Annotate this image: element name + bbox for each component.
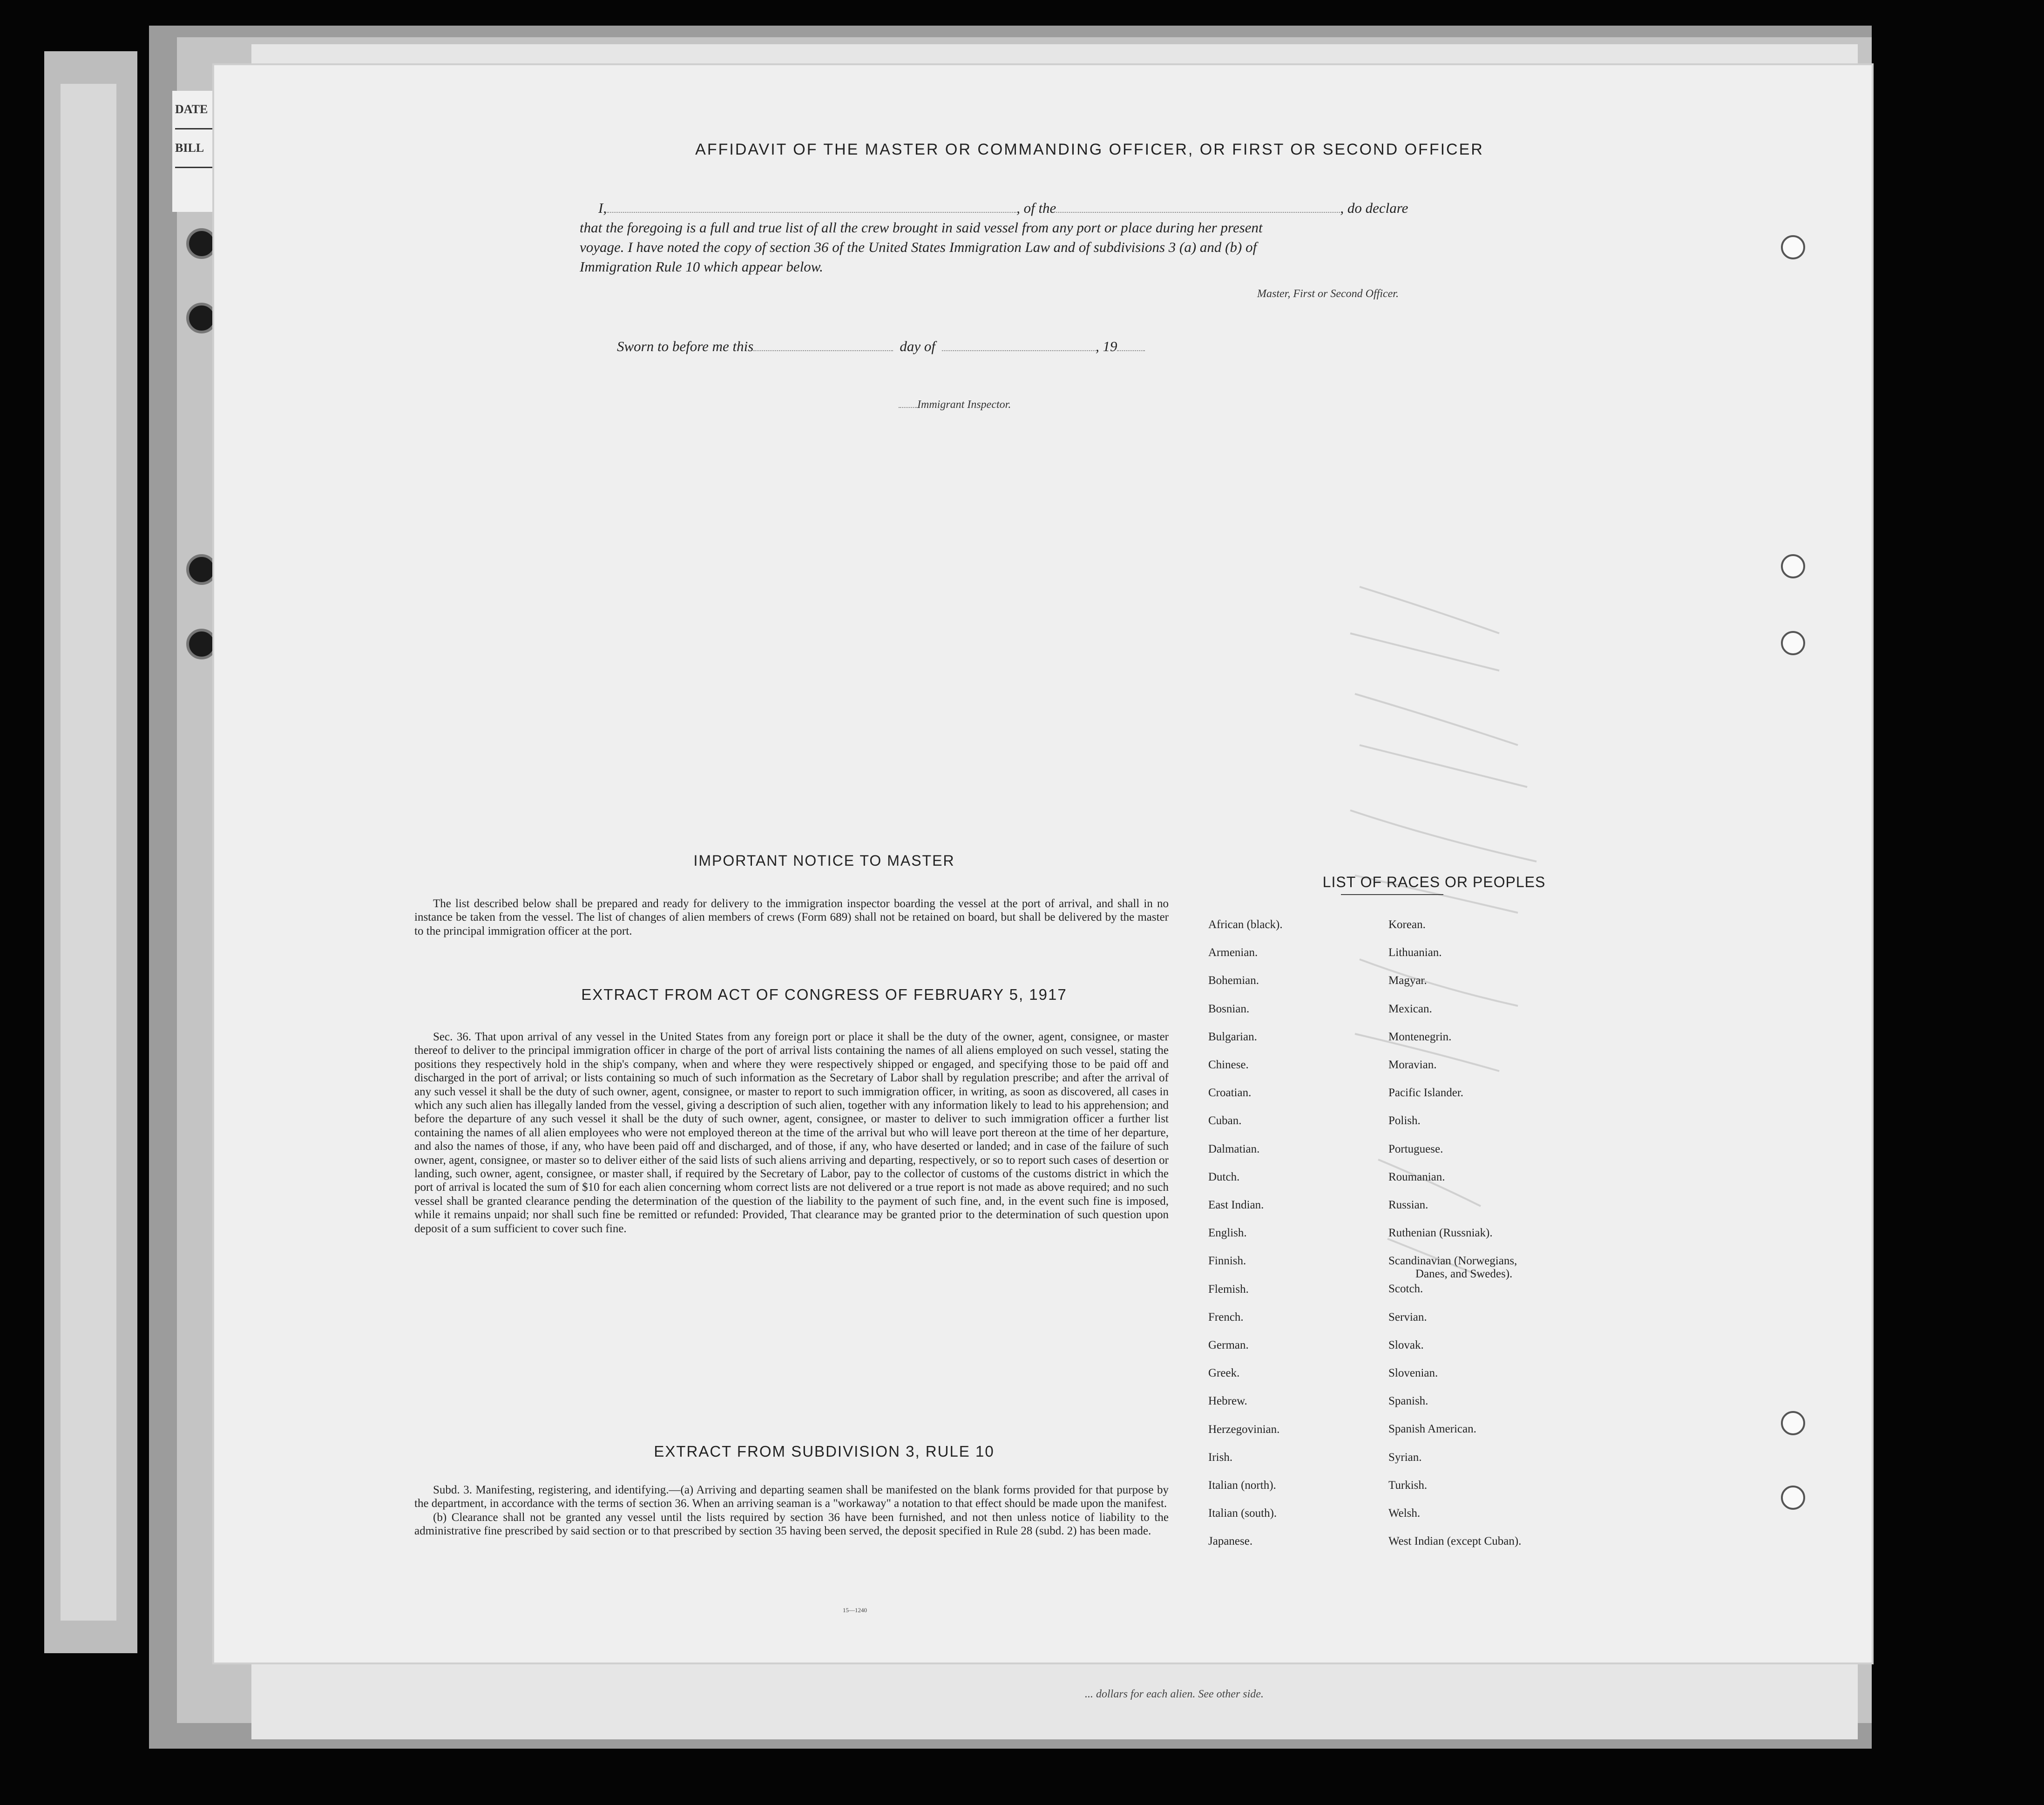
race-item: Dutch.: [1208, 1170, 1240, 1183]
declaration-block: [580, 198, 1590, 277]
race-item: Spanish American.: [1388, 1423, 1476, 1436]
race-item: Scotch.: [1388, 1282, 1423, 1296]
binder-hole: [186, 303, 217, 333]
ledger-label-bill: BILL: [175, 129, 226, 168]
binder-hole: [186, 629, 217, 659]
race-item: Roumanian.: [1388, 1170, 1445, 1183]
race-item: Italian (north).: [1208, 1479, 1276, 1492]
race-item: Scandinavian (Norwegians,: [1388, 1255, 1517, 1268]
race-item: Flemish.: [1208, 1282, 1249, 1296]
race-item: Croatian.: [1208, 1086, 1252, 1099]
race-item: French.: [1208, 1310, 1244, 1323]
i-label: I,: [598, 200, 607, 216]
race-item: Chinese.: [1208, 1059, 1249, 1071]
race-item: Syrian.: [1388, 1451, 1422, 1464]
race-item: Ruthenian (Russniak).: [1388, 1227, 1493, 1240]
race-item: Portuguese.: [1388, 1142, 1443, 1155]
race-item: Spanish.: [1388, 1395, 1428, 1408]
punch-hole: [1781, 1411, 1805, 1435]
sworn-year-blank[interactable]: [1117, 339, 1145, 351]
year-label: , 19: [1095, 338, 1117, 354]
declaration-line-4: Immigration Rule 10 which appear below.: [580, 258, 823, 275]
punch-hole: [1781, 631, 1805, 655]
race-item: Greek.: [1208, 1367, 1240, 1380]
race-item: Finnish.: [1208, 1255, 1246, 1268]
form-number: 15—1240: [843, 1607, 867, 1614]
binder-hole: [186, 554, 217, 585]
inspector-line: [899, 396, 1011, 411]
punch-hole: [1781, 1486, 1805, 1510]
race-item: Armenian.: [1208, 946, 1258, 959]
rule-paragraph-a: Subd. 3. Manifesting, registering, and identifying.—(a) Arriving and departing seamen shall be manifested on the blank forms provided for that purpose by the department, in accordance with the terms of section 36. When an arriving seaman is a "workaway" a notation to that effect should be made upon the manifest.: [414, 1484, 1169, 1510]
race-item: Mexican.: [1388, 1002, 1432, 1015]
race-item: Japanese.: [1208, 1535, 1253, 1548]
act-paragraph: Sec. 36. That upon arrival of any vessel in the United States from any foreign port or place it shall be the duty of the owner, agent, consignee, or master thereof to deliver to the principal immigration officer in charge of the port of arrival lists containing the names of all aliens employed on such vessel, stating the positions they respectively hold in the ship's company, when and where they were respectively shipped or engaged, and specifying those to be paid off and discharged in the port of arrival; or lists containing so much of such information as the Secretary of Labor shall by regulation prescribe; and after the arrival of any such vessel it shall be the duty of such owner, agent, consignee, or master to report to such immigration officer, in writing, as soon as discovered, all cases in which any such alien has illegally landed from the vessel, giving a description of such alien, together with any information likely to lead to his apprehension; and before the departure of any such vessel it shall be the duty of such owner, agent, consignee, or master to deliver to such immigration officer a further list containing the names of all alien employees who were not employed thereon at the time of the arrival but who will leave port thereon at the time of her departure, and also the names of those, if any, who have been paid off and discharged, and of those, if any, who have deserted or landed; and in case of the failure of such owner, agent, consignee, or master so to deliver either of the said lists of such aliens arriving and departing, respectively, or so to report such cases of desertion or landing, such owner, agent, consignee, or master shall, if required by the Secretary of Labor, pay to the collector of customs of the customs district in which the port of arrival is located the sum of $10 for each alien concerning whom correct lists are not delivered or a true report is not made as above required; and no such vessel shall be granted clearance pending the determination of the question of the liability to the payment of such fine, and, in the event such fine is imposed, while it remains unpaid; nor shall such fine be remitted or refunded: Provided, That clearance may be granted prior to the determination of such question upon deposit of a sum sufficient to cover such fine.: [414, 1031, 1169, 1235]
rule-paragraph-b: (b) Clearance shall not be granted any vessel until the lists required by section 36 have been furnished, and not then unless notice of liability to the administrative fine prescribed by said section or to that prescribed by section 35 having been served, the deposit specified in Rule 28 (subd. 2) has been made.: [414, 1511, 1169, 1538]
vessel-blank[interactable]: [1056, 201, 1340, 213]
declaration-line-1: [580, 198, 1590, 218]
race-item: Montenegrin.: [1388, 1030, 1452, 1043]
punch-hole: [1781, 554, 1805, 578]
race-item: Irish.: [1208, 1451, 1233, 1464]
affidavit-title: AFFIDAVIT OF THE MASTER OR COMMANDING OFFICER, OR FIRST OR SECOND OFFICER: [695, 141, 1484, 158]
race-item: Cuban.: [1208, 1114, 1242, 1127]
race-item: Moravian.: [1388, 1059, 1437, 1071]
do-declare-label: , do declare: [1340, 200, 1408, 216]
of-the-label: , of the: [1016, 200, 1056, 216]
race-item: Lithuanian.: [1388, 946, 1442, 959]
race-item: Italian (south).: [1208, 1507, 1277, 1520]
race-item: Korean.: [1388, 918, 1426, 931]
inspector-blank[interactable]: [899, 396, 917, 408]
punch-hole: [1781, 235, 1805, 259]
sworn-day-blank[interactable]: [753, 339, 893, 351]
race-item: German.: [1208, 1339, 1249, 1351]
races-heading-rule: [1341, 894, 1443, 895]
act-heading: EXTRACT FROM ACT OF CONGRESS OF FEBRUARY 5, 1917: [581, 986, 1067, 1003]
notice-text: [414, 897, 1169, 938]
day-of-label: day of: [900, 338, 935, 354]
notice-heading: IMPORTANT NOTICE TO MASTER: [693, 852, 955, 869]
race-item: Russian.: [1388, 1199, 1428, 1211]
race-item: Dalmatian.: [1208, 1142, 1260, 1155]
race-item: Turkish.: [1388, 1479, 1428, 1492]
race-item: English.: [1208, 1227, 1247, 1240]
sworn-text: Sworn to before me this: [617, 338, 754, 354]
inspector-label: Immigrant Inspector.: [917, 399, 1011, 411]
race-item: Polish.: [1388, 1114, 1421, 1127]
race-item: Servian.: [1388, 1310, 1427, 1323]
race-item: Bulgarian.: [1208, 1030, 1257, 1043]
underlying-bottom-note: ... dollars for each alien. See other side.: [1085, 1688, 1264, 1700]
race-item: Pacific Islander.: [1388, 1086, 1464, 1099]
race-item: Hebrew.: [1208, 1395, 1247, 1408]
race-item: Danes, and Swedes).: [1415, 1268, 1513, 1281]
form-page: [214, 65, 1872, 1662]
notice-paragraph: The list described below shall be prepared and ready for delivery to the immigration inspector boarding the vessel at the port of arrival, and shall in no instance be taken from the vessel. The list of changes of alien members of crews (Form 689) shall not be retained on board, but shall be delivered by the master to the principal immigration officer at the port.: [414, 897, 1169, 937]
race-item: West Indian (except Cuban).: [1388, 1535, 1522, 1548]
sworn-month-blank[interactable]: [942, 339, 1096, 351]
sworn-line: [617, 338, 1145, 355]
declaration-line-3: voyage. I have noted the copy of section 36 of the United States Immigration Law and of subdivisions 3 (a) and (b) of: [580, 239, 1257, 255]
name-blank[interactable]: [607, 201, 1016, 213]
race-item: Herzegovinian.: [1208, 1423, 1280, 1436]
ledger-label-date: DATE: [175, 91, 226, 129]
binder-hole: [186, 228, 217, 259]
rule-heading: EXTRACT FROM SUBDIVISION 3, RULE 10: [654, 1443, 995, 1460]
act-text: [414, 1030, 1169, 1235]
binder-strip-inner: [61, 84, 116, 1621]
signature-label: Master, First or Second Officer.: [1257, 288, 1399, 300]
rule-text: [414, 1483, 1169, 1538]
race-item: Welsh.: [1388, 1507, 1421, 1520]
declaration-line-2: that the foregoing is a full and true list of all the crew brought in said vessel from any port or place during her present: [580, 219, 1263, 236]
race-item: Bohemian.: [1208, 974, 1259, 987]
race-item: Bosnian.: [1208, 1002, 1250, 1015]
race-item: Slovak.: [1388, 1338, 1424, 1351]
race-item: Slovenian.: [1388, 1367, 1438, 1379]
race-item: East Indian.: [1208, 1199, 1264, 1211]
races-heading: LIST OF RACES OR PEOPLES: [1322, 874, 1546, 890]
race-item: Magyar.: [1388, 974, 1427, 987]
race-item: African (black).: [1208, 918, 1283, 931]
